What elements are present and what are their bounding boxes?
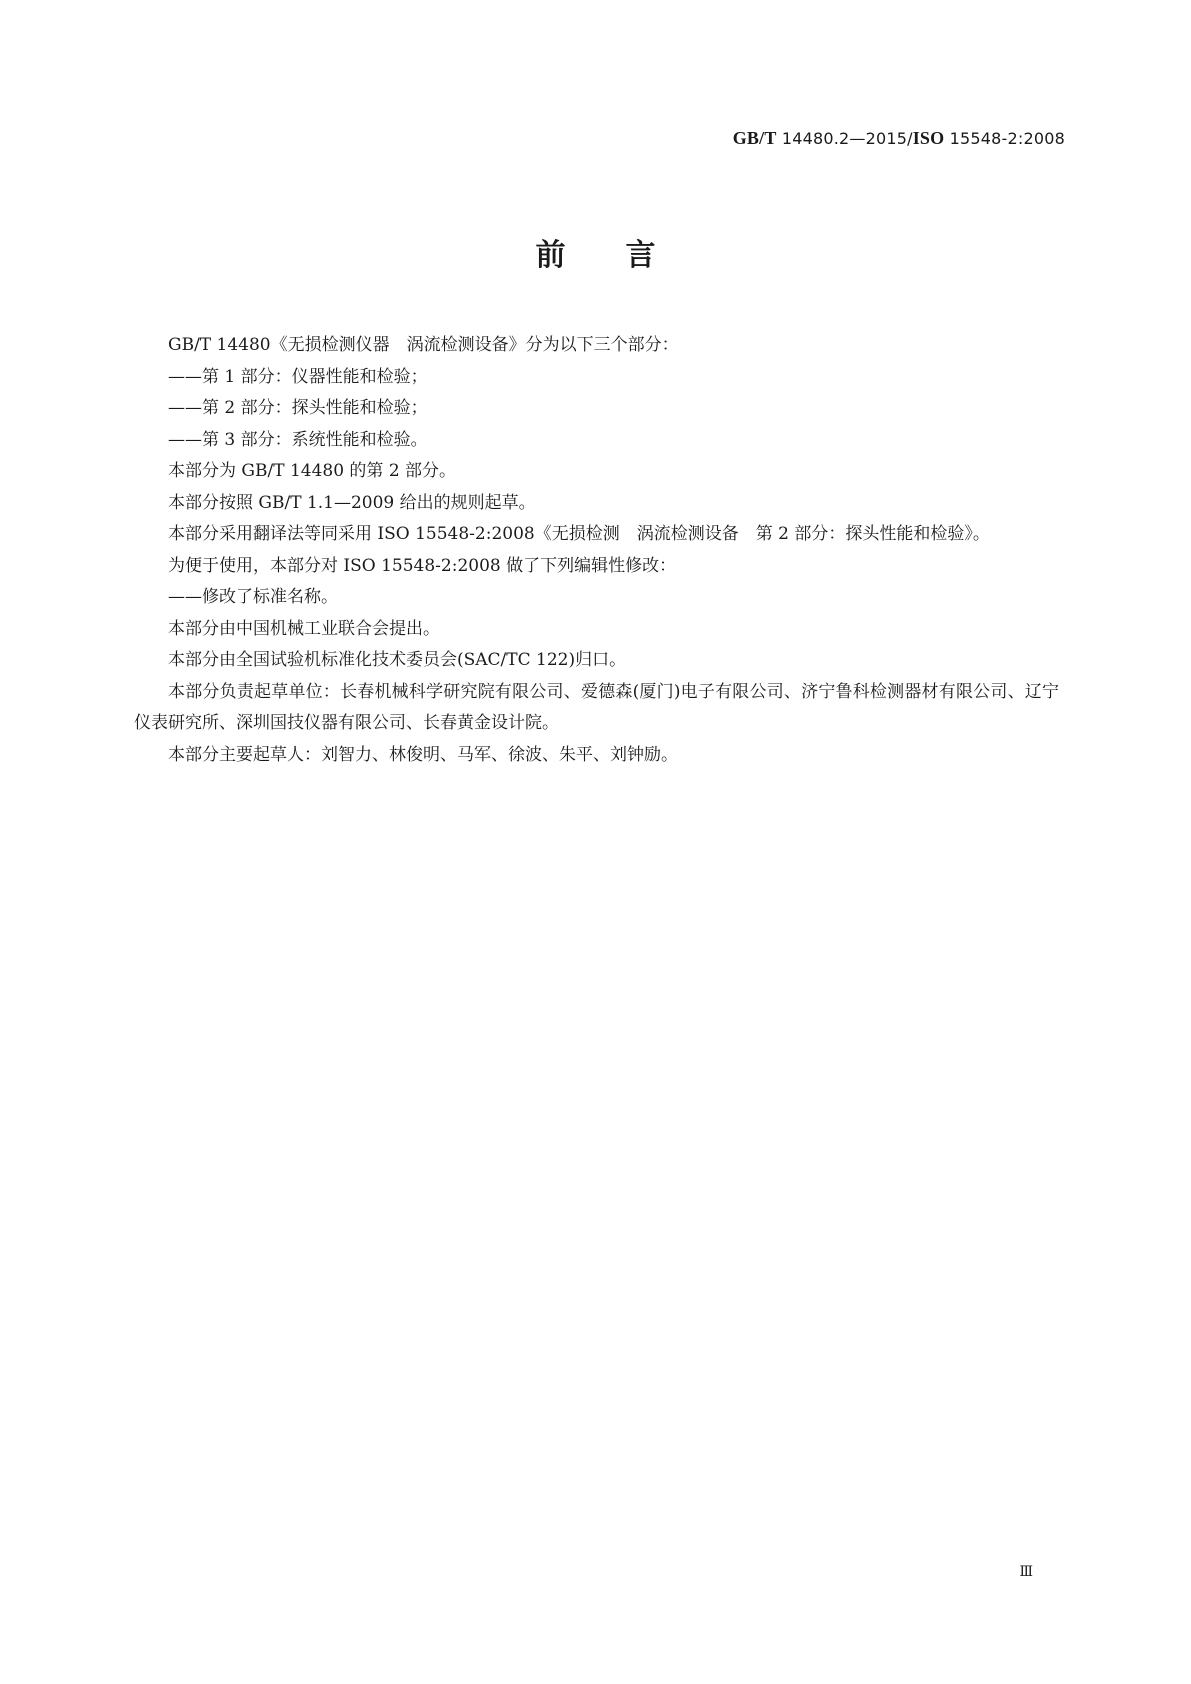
page-number: Ⅲ: [1019, 1564, 1033, 1580]
list-item-part3: ——第 3 部分：系统性能和检验。: [168, 429, 428, 450]
paragraph-intro: GB/T 14480《无损检测仪器 涡流检测设备》分为以下三个部分：: [168, 335, 679, 355]
document-header: [733, 128, 1065, 149]
header-iso-code: 15548-2:2008: [944, 129, 1065, 148]
header-iso-prefix: ISO: [912, 128, 945, 148]
foreword-body: [134, 330, 1059, 771]
paragraph-proposer: 本部分由中国机械工业联合会提出。: [168, 618, 440, 639]
paragraph-drafters: 本部分主要起草人：刘智力、林俊明、马军、徐波、朱平、刘钟励。: [168, 744, 678, 765]
list-item-part2: ——第 2 部分：探头性能和检验；: [168, 398, 428, 418]
list-item-change: ——修改了标准名称。: [168, 587, 338, 607]
paragraph-committee: 本部分由全国试验机标准化技术委员会(SAC/TC 122)归口。: [168, 650, 627, 670]
paragraph-adoption: 本部分采用翻译法等同采用 ISO 15548-2:2008《无损检测 涡流检测设备 第 2 部分：探头性能和检验》。: [168, 524, 990, 544]
page-title: 前言: [535, 238, 716, 273]
list-item-part1: ——第 1 部分：仪器性能和检验；: [168, 366, 428, 387]
paragraph-drafting-units: 本部分负责起草单位：长春机械科学研究院有限公司、爱德森(厦门)电子有限公司、济宁鲁科检测器材有限公司、辽宁仪表研究所、深圳国技仪器有限公司、长春黄金设计院。: [134, 681, 1059, 733]
paragraph-drafting-rules: 本部分按照 GB/T 1.1—2009 给出的规则起草。: [168, 492, 536, 513]
header-standard-code: 14480.2—2015/: [776, 129, 913, 148]
paragraph-editorial-changes: 为便于使用，本部分对 ISO 15548-2:2008 做了下列编辑性修改：: [168, 555, 677, 576]
paragraph-this-part: 本部分为 GB/T 14480 的第 2 部分。: [168, 461, 457, 481]
header-standard-prefix: GB/T: [732, 128, 777, 148]
